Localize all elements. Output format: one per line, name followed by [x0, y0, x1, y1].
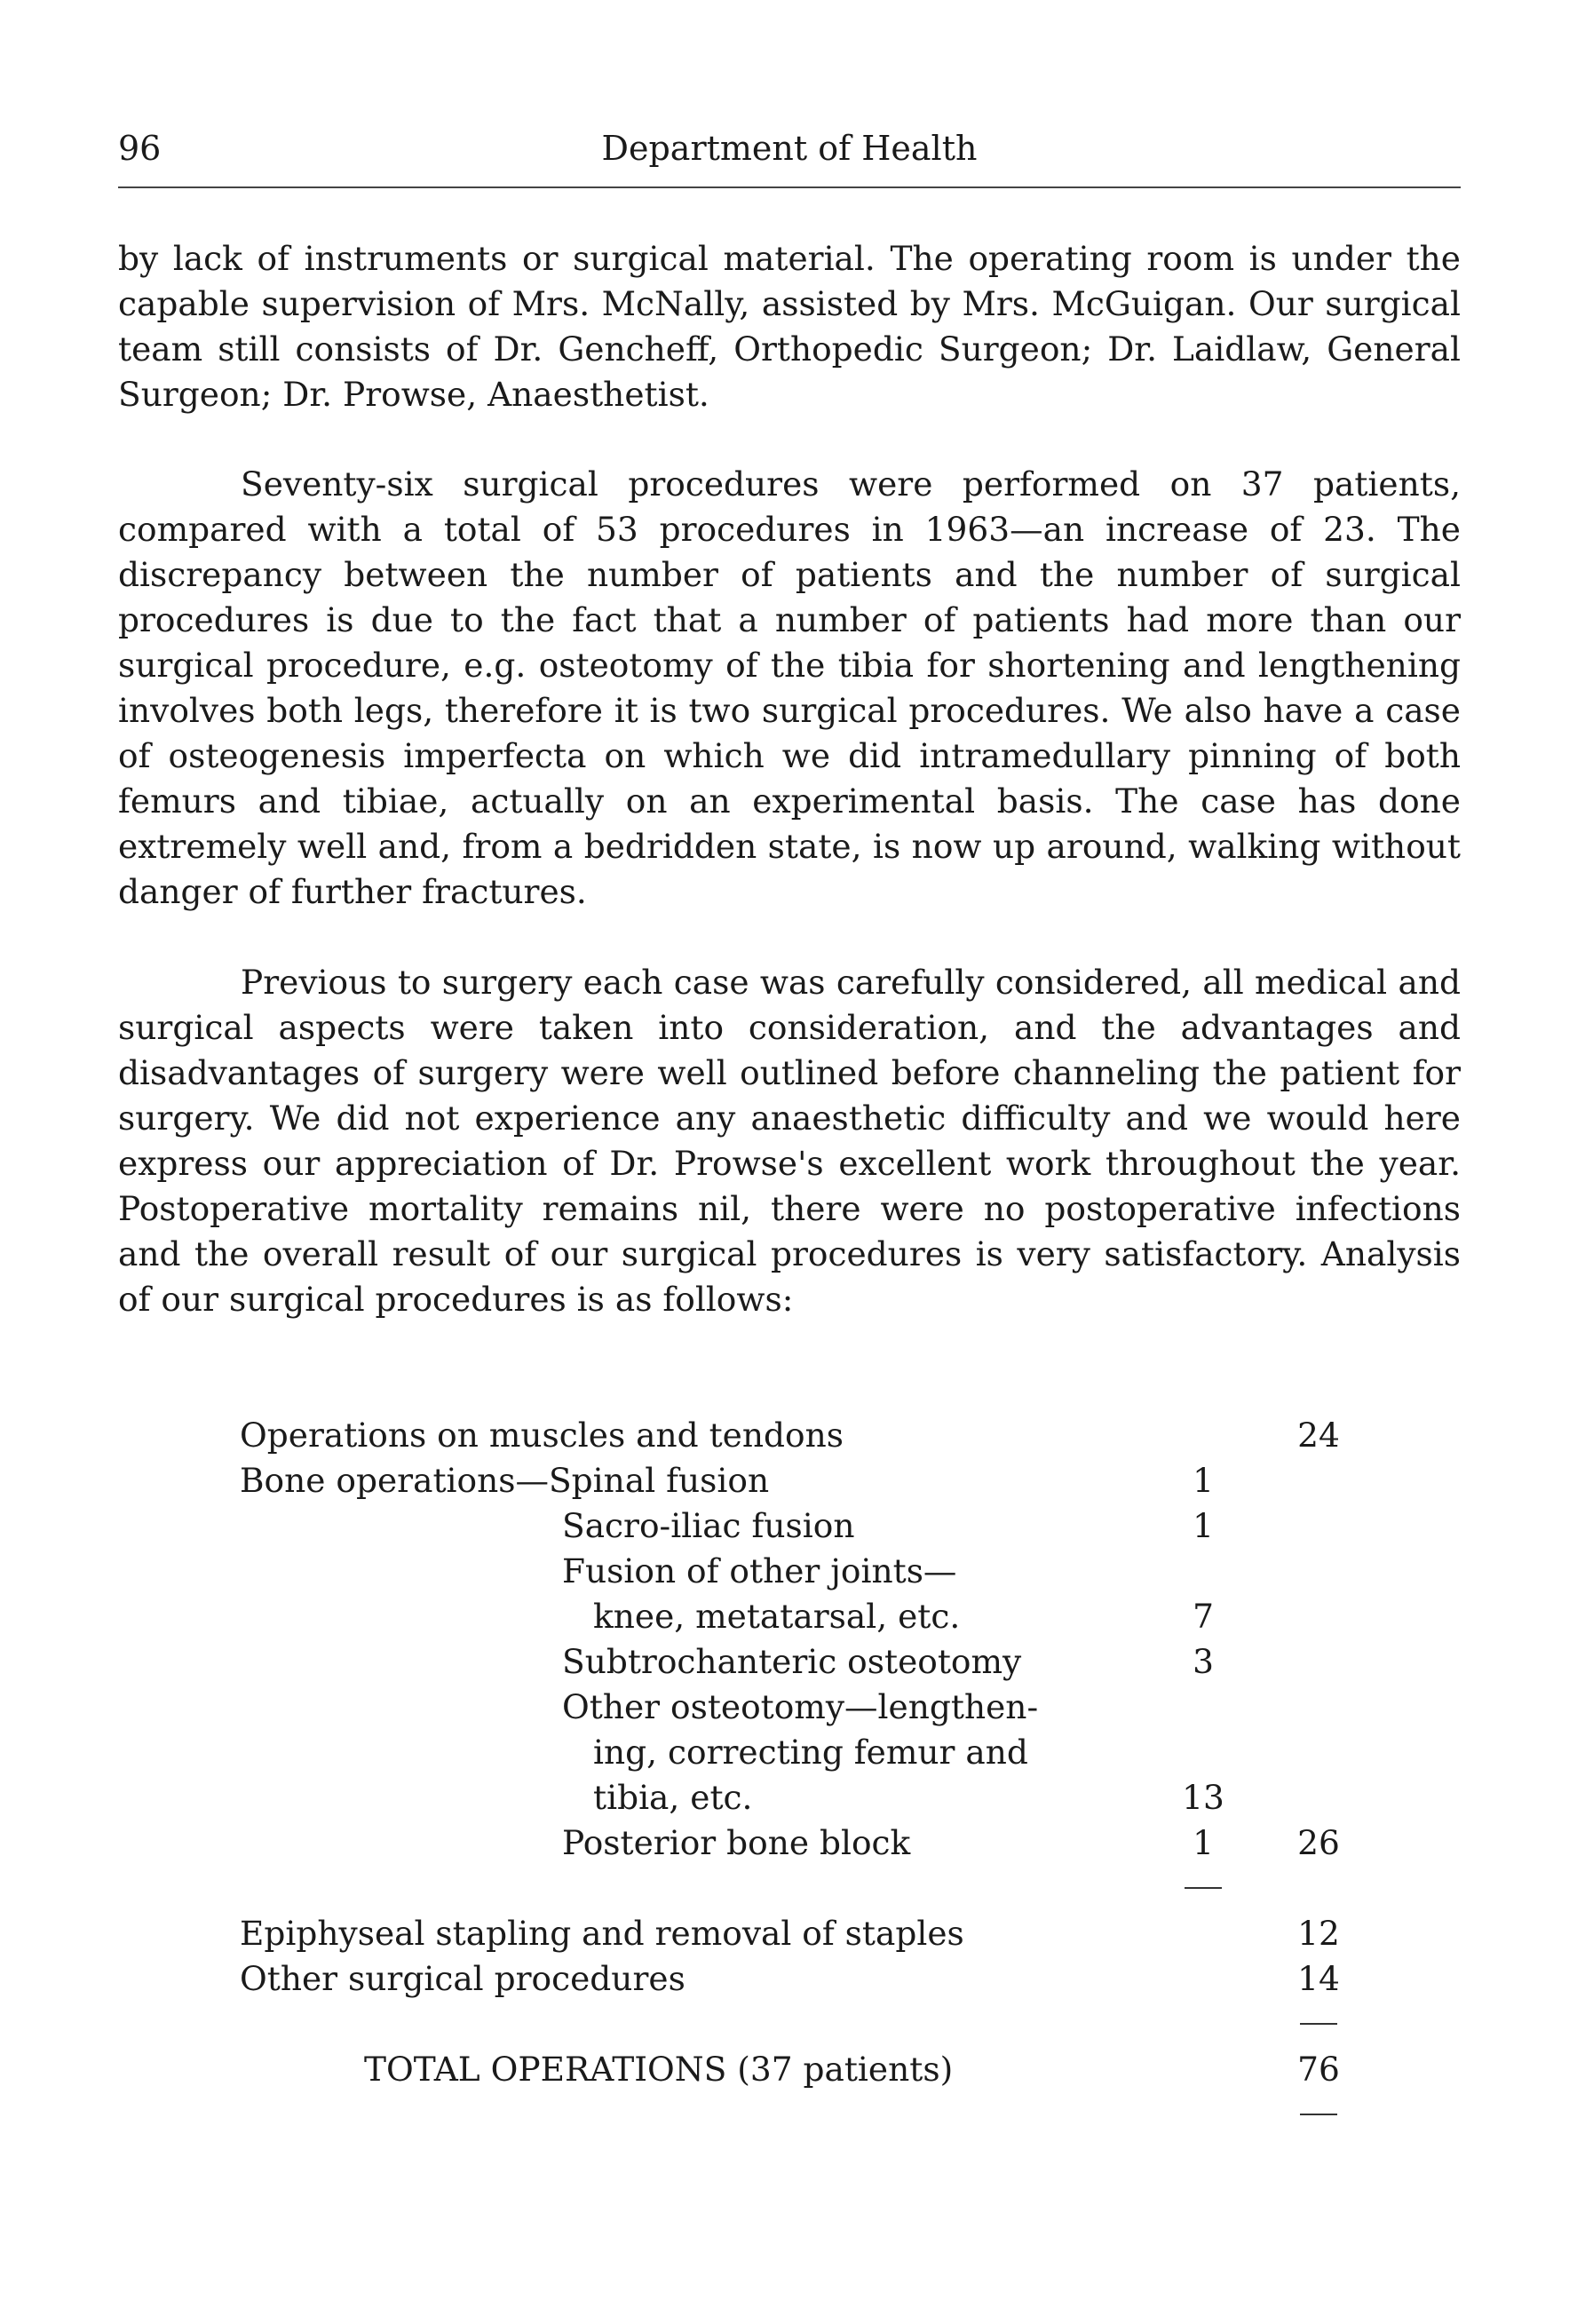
header-rule: [118, 186, 1461, 188]
row-value: 1: [1193, 1506, 1214, 1545]
row-label: ing, correcting femur and: [593, 1733, 1028, 1772]
row-label: knee, metatarsal, etc.: [593, 1597, 961, 1636]
row-label: Operations on muscles and tendons: [240, 1416, 844, 1455]
row-label: Bone operations—Spinal fusion: [240, 1461, 770, 1500]
paragraph-1: by lack of instruments or surgical material. The operating room is under the capable supervision of Mrs. McNally, assisted by Mrs. McGuigan. Our surgical team still consists of Dr. Gencheff, Orthopedic Surgeon; Dr. Laidlaw, General Surgeon; Dr. Prowse, Anaesthetist.: [118, 239, 1461, 414]
table-row: [0, 1594, 1577, 1639]
total-label: TOTAL OPERATIONS (37 patients): [364, 2050, 954, 2089]
row-label: Epiphyseal stapling and removal of staples: [240, 1914, 964, 1953]
row-total: 12: [1297, 1914, 1340, 1953]
row-label: Posterior bone block: [562, 1823, 911, 1862]
table-row: [0, 1956, 1577, 2002]
row-value: 3: [1193, 1642, 1214, 1681]
table-row: [0, 1730, 1577, 1775]
row-value: 1: [1193, 1461, 1214, 1500]
table-row: [0, 1458, 1577, 1503]
total-value: 76: [1297, 2050, 1340, 2089]
table-row: [0, 1820, 1577, 1866]
row-total: 24: [1297, 1416, 1340, 1455]
row-value: 7: [1193, 1597, 1214, 1636]
page-header: [118, 129, 1461, 178]
table-row: [0, 1413, 1577, 1458]
table-total-row: [0, 2047, 1577, 2092]
paragraph-2: Seventy-six surgical procedures were performed on 37 patients, compared with a total of 53 procedures in 1963—an increase of 23. The discrepancy between the number of patients and the number of surgical procedures is due to the fact that a number of patients had more than our surgical procedure, e.g. osteotomy of the tibia for shortening and lengthening involves both legs, therefore it is two surgical procedures. We also have a case of osteogenesis imperfecta on which we did intramedullary pinning of both femurs and tibiae, actually on an experimental basis. The case has done extremely well and, from a bedridden state, is now up around, walking without danger of further fractures.: [118, 464, 1461, 911]
table-row: [0, 1549, 1577, 1594]
subtotal-rule-row: [0, 1866, 1577, 1911]
row-label: Other osteotomy—lengthen-: [562, 1687, 1039, 1726]
row-label: Fusion of other joints—: [562, 1551, 957, 1590]
table-row: [0, 1685, 1577, 1730]
row-label: Sacro-iliac fusion: [562, 1506, 855, 1545]
row-value: 13: [1182, 1778, 1224, 1817]
row-total: 14: [1297, 1959, 1340, 1998]
subtotal-rule: [1185, 1887, 1222, 1889]
running-title: Department of Health: [601, 129, 978, 168]
closing-rule: [1300, 2114, 1337, 2115]
row-label: Subtrochanteric osteotomy: [562, 1642, 1022, 1681]
paragraph-3: Previous to surgery each case was carefully considered, all medical and surgical aspects were taken into consideration, and the advantages and disadvantages of surgery were well outlined before channeling the patient for surgery. We did not experience any anaesthetic difficulty and we would here express our appreciation of Dr. Prowse's excellent work throughout the year. Postoperative mortality remains nil, there were no postoperative infections and the overall result of our surgical procedures is very satisfactory. Analysis of our surgical procedures is as follows:: [118, 963, 1461, 1319]
table-row: [0, 1911, 1577, 1956]
table-row: [0, 1775, 1577, 1820]
page-number: 96: [118, 129, 162, 168]
surgical-procedures-table: [0, 1413, 1577, 2138]
total-rule: [1300, 2023, 1337, 2025]
row-label: Other surgical procedures: [240, 1959, 685, 1998]
closing-rule-row: [0, 2092, 1577, 2138]
table-row: [0, 1503, 1577, 1549]
row-label: tibia, etc.: [593, 1778, 753, 1817]
total-rule-row: [0, 2002, 1577, 2047]
row-value: 1: [1193, 1823, 1214, 1862]
row-total: 26: [1297, 1823, 1340, 1862]
table-row: [0, 1639, 1577, 1685]
